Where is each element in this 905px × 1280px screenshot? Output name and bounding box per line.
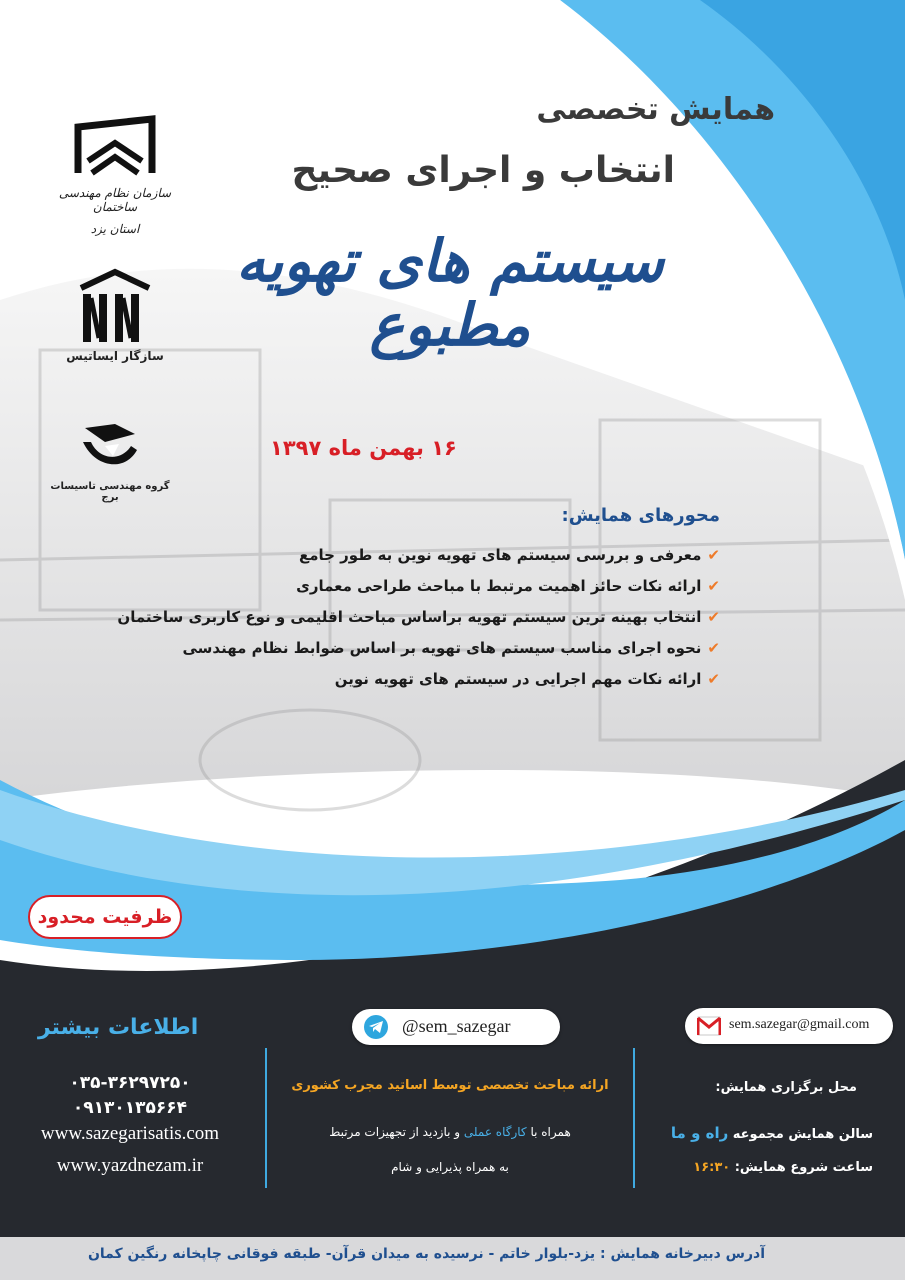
checkmark-icon: ✔: [707, 639, 720, 657]
secretariat-address: آدرس دبیرخانه همایش : یزد-بلوار خاتم - نرسیده به میدان قرآن- طبقه فوقانی چاپخانه رنگین کمان: [87, 1246, 765, 1262]
telegram-handle: @sem_sazegar: [402, 1016, 511, 1036]
building-roof-icon: [70, 115, 160, 181]
list-item: ✔ارائه نکات حائز اهمیت مرتبط با مباحث طراحی معماری: [296, 577, 720, 595]
list-item: ✔نحوه اجرای مناسب سیستم های تهویه بر اساس ضوابط نظام مهندسی: [182, 639, 720, 657]
checkmark-icon: ✔: [707, 670, 720, 688]
list-item: ✔انتخاب بهینه ترین سیستم تهویه براساس مباحث اقلیمی و نوع کاربری ساختمان: [117, 608, 720, 626]
capacity-badge: ظرفیت محدود: [28, 895, 182, 939]
borj-logo: [45, 420, 175, 503]
phone-number-landline[interactable]: ۰۳۵-۳۶۲۹۷۲۵۰: [69, 1073, 191, 1093]
sazegar-logo: [65, 268, 165, 363]
checkmark-icon: ✔: [707, 577, 720, 595]
venue-label: محل برگزاری همایش:: [715, 1080, 857, 1095]
telegram-icon: [364, 1015, 388, 1039]
topics-heading: محورهای همایش:: [561, 505, 720, 526]
checkmark-icon: ✔: [707, 546, 720, 564]
catering-note: به همراه پذیرایی و شام: [391, 1160, 509, 1174]
list-item: ✔معرفی و بررسی سیستم های تهویه نوین به طور جامع: [298, 546, 720, 564]
topics-list: [117, 540, 720, 695]
event-date: ۱۶ بهمن ماه ۱۳۹۷: [270, 436, 457, 460]
start-time: ساعت شروع همایش: ۱۶:۳۰: [693, 1160, 873, 1175]
website-link-yazdnezam[interactable]: www.yazdnezam.ir: [56, 1155, 204, 1176]
website-link-sazegar[interactable]: www.sazegarisatis.com: [40, 1123, 220, 1144]
nezam-caption-1: سازمان نظام مهندسی ساختمان: [58, 186, 172, 214]
email-address: sem.sazegar@gmail.com: [729, 1017, 870, 1032]
venue-hall: سالن همایش مجموعه راه و ما: [670, 1124, 873, 1142]
column-divider: [265, 1048, 267, 1188]
telegram-contact[interactable]: [352, 1009, 560, 1045]
column-divider: [633, 1048, 635, 1188]
nezam-logo: [55, 115, 175, 236]
mail-icon: [697, 1016, 721, 1036]
checkmark-icon: ✔: [707, 608, 720, 626]
event-title-line-3: سیستم های تهویه مطبوع: [235, 227, 665, 359]
event-title-line-1: همایش تخصصی: [536, 92, 775, 127]
email-contact[interactable]: [685, 1008, 893, 1044]
borj-mark-icon: [75, 420, 145, 474]
borj-caption: گروه مهندسی تاسیسات برج: [50, 481, 170, 503]
sazegar-caption: سازگار ایساتیس: [66, 349, 164, 363]
sazegar-mark-icon: [75, 268, 155, 344]
nezam-caption-2: استان یزد: [90, 222, 140, 236]
speakers-note: ارائه مباحث تخصصی توسط اساتید مجرب کشوری: [291, 1078, 609, 1093]
workshop-note: همراه با کارگاه عملی و بازدید از تجهیزات مرتبط: [329, 1125, 571, 1139]
list-item: ✔ارائه نکات مهم اجرایی در سیستم های تهویه نوین: [334, 670, 720, 688]
more-info-heading: اطلاعات بیشتر: [38, 1015, 199, 1040]
event-title-line-2: انتخاب و اجرای صحیح: [291, 150, 675, 191]
phone-number-mobile[interactable]: ۰۹۱۳۰۱۳۵۶۶۴: [72, 1098, 188, 1118]
